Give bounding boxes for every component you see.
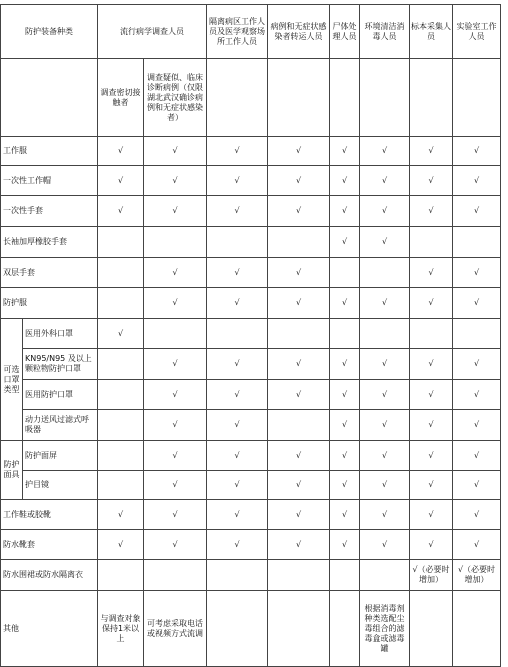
table-cell: √ (144, 288, 207, 319)
table-row (1, 410, 501, 441)
table-cell (207, 591, 268, 667)
table-cell (207, 227, 268, 258)
table-cell (268, 560, 330, 591)
table-row (1, 196, 501, 227)
table-cell: √ (453, 441, 501, 471)
row-label: 一次性手套 (1, 196, 98, 227)
table-cell (410, 227, 453, 258)
table-cell: √ (144, 166, 207, 196)
table-cell: √（必要时增加） (410, 560, 453, 591)
table-cell: √ (410, 137, 453, 166)
table-row (1, 137, 501, 166)
table-cell: √ (360, 471, 410, 500)
table-cell: √ (98, 500, 144, 530)
mask-group-label: 可选口罩类型 (1, 319, 23, 441)
table-cell: √ (207, 500, 268, 530)
table-cell (330, 560, 360, 591)
table-cell: 可考虑采取电话或视频方式流调 (144, 591, 207, 667)
table-cell: √ (360, 500, 410, 530)
table-row (1, 288, 501, 319)
table-cell: √ (410, 196, 453, 227)
table-row (1, 319, 501, 349)
table-cell: √ (207, 349, 268, 380)
table-cell: √ (268, 196, 330, 227)
table-cell (453, 591, 501, 667)
table-cell: √ (453, 166, 501, 196)
table-cell: √ (453, 500, 501, 530)
table-cell: √ (330, 227, 360, 258)
table-cell: √ (268, 380, 330, 410)
row-label: 防护面屏 (23, 441, 98, 471)
table-cell (98, 560, 144, 591)
table-cell: √ (360, 227, 410, 258)
table-cell: √ (410, 166, 453, 196)
table-cell: √ (144, 471, 207, 500)
table-cell: √ (330, 196, 360, 227)
table-cell: √ (268, 471, 330, 500)
table-cell: √ (410, 288, 453, 319)
table-cell (207, 319, 268, 349)
table-cell (330, 319, 360, 349)
row-label: 医用外科口罩 (23, 319, 98, 349)
table-cell: √ (144, 500, 207, 530)
table-row (1, 166, 501, 196)
table-cell (268, 591, 330, 667)
table-cell: √ (453, 137, 501, 166)
table-cell: √ (144, 349, 207, 380)
table-cell: √ (144, 196, 207, 227)
header-transport: 病例和无症状感染者转运人员 (268, 5, 330, 59)
table-cell (410, 591, 453, 667)
row-label: 一次性工作帽 (1, 166, 98, 196)
table-cell: √ (207, 196, 268, 227)
table-cell: √ (207, 471, 268, 500)
table-row (1, 380, 501, 410)
table-cell: 与调查对象保持1米以上 (98, 591, 144, 667)
table-cell: √ (360, 530, 410, 560)
row-label: 其他 (1, 591, 98, 667)
table-cell: √ (207, 530, 268, 560)
table-cell: √ (207, 380, 268, 410)
header-lab: 实验室工作人员 (453, 5, 501, 59)
table-cell: √ (144, 441, 207, 471)
row-label: 动力送风过滤式呼吸器 (23, 410, 98, 441)
table-cell (360, 560, 410, 591)
table-row (1, 227, 501, 258)
table-cell: √ (360, 288, 410, 319)
table-cell: √ (98, 196, 144, 227)
header-category: 防护装备种类 (1, 5, 98, 59)
table-cell: 根据消毒剂种类选配尘毒组合的滤毒盒或滤毒罐 (360, 591, 410, 667)
table-cell: √ (207, 441, 268, 471)
table-cell: √ (207, 166, 268, 196)
table-row (1, 500, 501, 530)
table-cell: √ (268, 288, 330, 319)
row-label: 长袖加厚橡胶手套 (1, 227, 98, 258)
table-cell (360, 319, 410, 349)
table-cell: √ (98, 137, 144, 166)
table-cell: √ (360, 196, 410, 227)
table-cell: √ (330, 471, 360, 500)
table-row-other (1, 591, 501, 667)
row-label: 工作服 (1, 137, 98, 166)
table-cell: √ (410, 500, 453, 530)
table-cell: √ (207, 258, 268, 288)
table-cell (360, 258, 410, 288)
table-cell: √ (330, 441, 360, 471)
table-cell (144, 227, 207, 258)
header-specimen: 标本采集人员 (410, 5, 453, 59)
table-cell: √ (410, 258, 453, 288)
table-cell (98, 410, 144, 441)
table-cell: √ (453, 530, 501, 560)
table-cell: √ (410, 380, 453, 410)
row-label: 双层手套 (1, 258, 98, 288)
table-cell: √ (268, 530, 330, 560)
subheader-row (1, 59, 501, 137)
table-cell (98, 471, 144, 500)
table-cell: √ (330, 137, 360, 166)
header-flow-survey: 流行病学调查人员 (98, 5, 207, 59)
subheader-suspected: 调查疑似、临床诊断病例（仅限湖北武汉确诊病例和无症状感染者） (144, 59, 207, 137)
table-cell (98, 288, 144, 319)
table-cell (144, 319, 207, 349)
ppe-table (0, 4, 501, 667)
row-label: 防水围裙或防水隔离衣 (1, 560, 98, 591)
row-label: 防护服 (1, 288, 98, 319)
table-cell: √ (207, 288, 268, 319)
table-cell: √ (98, 166, 144, 196)
table-cell (268, 227, 330, 258)
table-cell: √ (360, 410, 410, 441)
table-cell: √ (410, 349, 453, 380)
table-cell: √ (144, 530, 207, 560)
table-cell: √ (268, 137, 330, 166)
table-cell: √ (360, 380, 410, 410)
table-row (1, 560, 501, 591)
table-cell: √ (410, 410, 453, 441)
table-cell (98, 227, 144, 258)
table-cell: √ (453, 258, 501, 288)
table-cell (268, 319, 330, 349)
table-row (1, 349, 501, 380)
table-cell: √ (268, 258, 330, 288)
table-cell: √ (360, 349, 410, 380)
subheader-blank (1, 59, 98, 137)
table-cell: √ (453, 349, 501, 380)
table-cell: √ (360, 137, 410, 166)
table-cell: √ (268, 500, 330, 530)
table-cell: √ (144, 137, 207, 166)
table-cell: √（必要时增加） (453, 560, 501, 591)
row-label: 护目镜 (23, 471, 98, 500)
header-disinfect: 环境清洁消毒人员 (360, 5, 410, 59)
table-cell: √ (144, 410, 207, 441)
row-label: 工作鞋或胶靴 (1, 500, 98, 530)
table-cell: √ (330, 500, 360, 530)
header-row (1, 5, 501, 59)
table-cell: √ (330, 530, 360, 560)
table-cell: √ (144, 380, 207, 410)
table-cell (410, 319, 453, 349)
table-cell: √ (207, 137, 268, 166)
table-cell: √ (330, 410, 360, 441)
table-cell: √ (207, 410, 268, 441)
table-cell (453, 319, 501, 349)
row-label: 防水靴套 (1, 530, 98, 560)
table-cell (98, 349, 144, 380)
table-cell (207, 560, 268, 591)
table-cell: √ (268, 441, 330, 471)
table-cell (98, 441, 144, 471)
table-cell: √ (453, 380, 501, 410)
header-corpse: 尸体处理人员 (330, 5, 360, 59)
table-cell: √ (330, 380, 360, 410)
table-cell: √ (268, 349, 330, 380)
table-cell (144, 560, 207, 591)
table-cell (98, 258, 144, 288)
table-cell (453, 227, 501, 258)
table-cell: √ (98, 319, 144, 349)
table-row (1, 258, 501, 288)
face-group-label: 防护面具 (1, 441, 23, 500)
table-cell: √ (453, 410, 501, 441)
table-cell: √ (330, 288, 360, 319)
table-cell (268, 410, 330, 441)
table-cell: √ (360, 441, 410, 471)
table-cell: √ (453, 196, 501, 227)
table-row (1, 441, 501, 471)
row-label: KN95/N95 及以上颗粒物防护口罩 (23, 349, 98, 380)
table-cell (98, 380, 144, 410)
header-isolation-ward: 隔离病区工作人员及医学观察场所工作人员 (207, 5, 268, 59)
table-cell: √ (330, 166, 360, 196)
table-cell (330, 258, 360, 288)
table-cell: √ (410, 471, 453, 500)
table-cell: √ (410, 441, 453, 471)
table-cell: √ (410, 530, 453, 560)
table-row (1, 471, 501, 500)
subheader-close-contact: 调查密切接触者 (98, 59, 144, 137)
table-cell: √ (330, 349, 360, 380)
table-cell (330, 591, 360, 667)
table-cell: √ (453, 288, 501, 319)
table-cell: √ (98, 530, 144, 560)
table-cell: √ (360, 166, 410, 196)
table-cell: √ (453, 471, 501, 500)
row-label: 医用防护口罩 (23, 380, 98, 410)
table-cell: √ (144, 258, 207, 288)
table-row (1, 530, 501, 560)
table-cell: √ (268, 166, 330, 196)
